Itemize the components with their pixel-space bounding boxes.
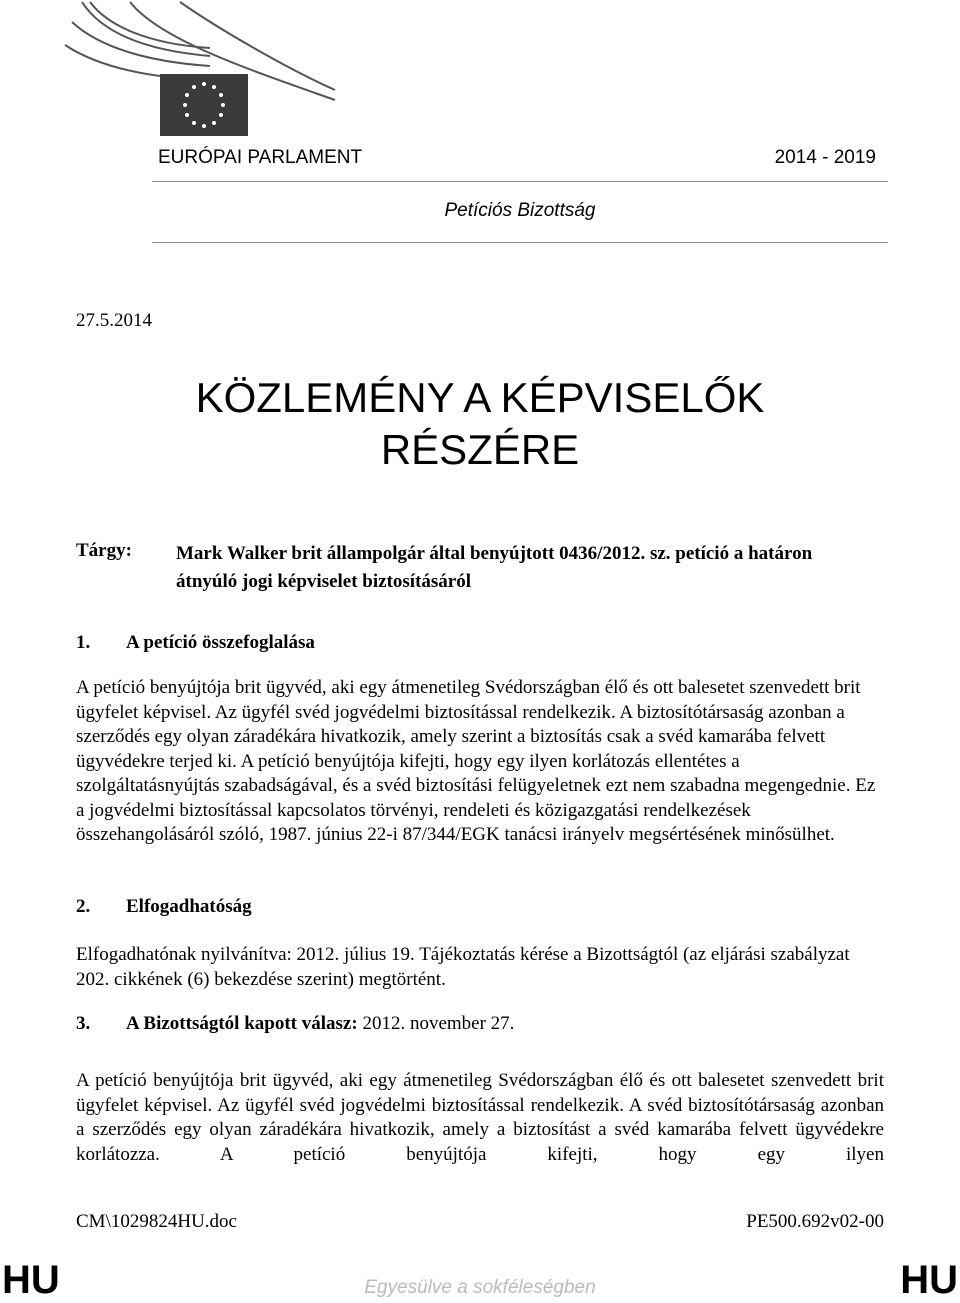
document-title-line2: RÉSZÉRE	[380, 426, 580, 473]
section-3-heading	[76, 1013, 514, 1035]
section-title: A Bizottságtól kapott válasz:	[126, 1013, 358, 1034]
section-1-heading	[76, 632, 315, 654]
section-title: Elfogadhatóság	[126, 896, 252, 917]
section-title: A petíció összefoglalása	[126, 632, 315, 653]
document-title-line1: KÖZLEMÉNY A KÉPVISELŐK	[195, 374, 765, 421]
document-reference: CM\1029824HU.doc	[76, 1211, 237, 1232]
pe-reference: PE500.692v02-00	[746, 1211, 884, 1232]
language-code-left: HU	[2, 1258, 60, 1302]
subject-label: Tárgy:	[76, 540, 132, 561]
document-title	[152, 372, 808, 476]
section-1-body: A petíció benyújtója brit ügyvéd, aki egy átmenetileg Svédországban élő és ott balesetet szenvedett brit ügyfelet képvisel. Az ügyfél svéd jogvédelmi biztosítással rendelkezik. A biztosítótársaság azonban a szerződés egy olyan záradékára hivatkozik, amely szerint a biztosítás csak a svéd kamarába felvett ügyvédekre terjed ki. A petíció benyújtója kifejti, hogy egy ilyen korlátozás ellentétes a szolgáltatásnyújtás szabadságával, és a svéd biztosítási felügyeletnek ezt nem szabadna megengednie. Ez a jogvédelmi biztosítással kapcsolatos törvényi, rendeleti és közigazgatási rendelkezések összehangolásáról szóló, 1987. június 22-i 87/344/EGK tanácsi irányelv megsértésének minősülhet.	[76, 677, 876, 845]
section-2-body: Elfogadhatónak nyilvánítva: 2012. július 19. Tájékoztatás kérése a Bizottságtól (az eljárási szabályzat 202. cikkének (6) bekezdése szerint) megtörtént.	[76, 944, 850, 990]
eu-motto: Egyesülve a sokféleségben	[364, 1277, 596, 1298]
subject-text: Mark Walker brit állampolgár által benyújtott 0436/2012. sz. petíció a határon átnyúló jogi képviselet biztosításáról	[176, 543, 813, 592]
institution-name: EURÓPAI PARLAMENT	[158, 147, 363, 168]
section-3-body: A petíció benyújtója brit ügyvéd, aki egy átmenetileg Svédországban élő és ott balesetet szenvedett brit ügyfelet képvisel. Az ügyfél svéd jogvédelmi biztosítással rendelkezik. A svéd biztosítótársaság azonban a szerződés egy olyan záradékára hivatkozik, amely a biztosítást a svéd kamarába felvett ügyvédekre korlátozza. A petíció benyújtója kifejti, hogy egy ilyen	[76, 1070, 884, 1165]
document-date: 27.5.2014	[76, 310, 152, 331]
parliamentary-term: 2014 - 2019	[774, 147, 876, 168]
section-2-heading	[76, 896, 252, 918]
response-date: 2012. november 27.	[357, 1013, 515, 1034]
european-parliament-logo	[60, 0, 340, 140]
committee-name: Petíciós Bizottság	[444, 200, 596, 221]
language-code-right: HU	[900, 1258, 958, 1302]
section-number: 3.	[76, 1013, 91, 1034]
section-number: 1.	[76, 632, 91, 653]
committee-divider	[152, 242, 888, 243]
header-divider	[152, 181, 888, 182]
section-number: 2.	[76, 896, 91, 917]
